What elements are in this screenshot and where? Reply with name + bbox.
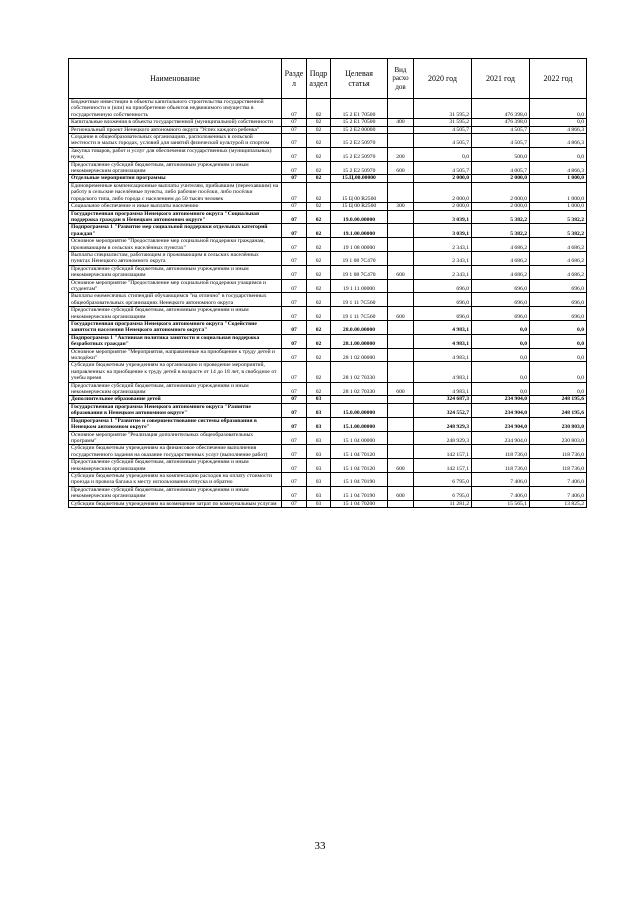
table-cell-vid: 300 [388,203,414,210]
table-cell-2022: 696,0 [530,293,587,307]
table-cell-2021: 118 736,0 [472,459,530,473]
table-cell-name: Выплаты ежемесячных стипендий обучающимся "на отлично" в государственных общеобразовательных организациях Ненецкого автономного округа [69,293,282,307]
table-cell-name: Выплаты специалистам, работающим и проживающим в сельских населённых пунктах Ненецкого автономного округа [69,251,282,265]
table-row [69,126,587,133]
table-cell-2021: 4 686,2 [472,265,530,279]
table-cell-vid: 600 [388,382,414,396]
table-cell-2020: 31 595,2 [414,99,472,119]
table-cell-vid: 600 [388,307,414,321]
table-cell-name: Социальное обеспечение и иные выплаты населению [69,203,282,210]
table-cell-2021: 7 406,0 [472,486,530,500]
table-cell-2020: 3 039,1 [414,210,472,224]
table-cell-stat: 19.1.00.00000 [331,224,388,238]
table-cell-razdel: 07 [282,203,307,210]
table-cell-stat: 15.0.00.00000 [331,403,388,417]
table-row [69,119,587,126]
table-cell-stat: 19 1 08 00000 [331,238,388,252]
table-cell-2020: 696,0 [414,293,472,307]
table-cell-razdel: 07 [282,445,307,459]
table-cell-name: Государственная программа Ненецкого автономного округа "Социальная поддержка граждан в Ненецком автономном округе" [69,210,282,224]
table-cell-razdel: 07 [282,210,307,224]
table-row [69,362,587,382]
budget-table-wrapper [68,58,586,508]
table-cell-2020: 248 929,3 [414,417,472,431]
table-cell-2020: 31 595,2 [414,119,472,126]
table-cell-2022: 13 825,2 [530,500,587,507]
table-cell-podrazdel: 02 [307,348,331,362]
table-cell-name: Основное мероприятие "Мероприятия, направленные на приобщение к труду детей и молодёжи" [69,348,282,362]
table-row [69,99,587,119]
table-cell-vid [388,417,414,431]
table-row [69,265,587,279]
table-cell-2021: 0,0 [472,348,530,362]
table-cell-vid [388,224,414,238]
table-cell-2022: 1 000,0 [530,203,587,210]
table-cell-2022: 0,0 [530,348,587,362]
table-cell-name: Бюджетные инвестиции в объекты капитального строительства государственной собственности и (или) на приобретение объектов недвижимого имущества в государственную собственность [69,99,282,119]
table-cell-2020: 4 983,1 [414,334,472,348]
table-cell-2021: 0,0 [472,382,530,396]
table-cell-2021: 118 736,0 [472,445,530,459]
header-razdel: Разде л [282,59,307,99]
table-cell-razdel: 07 [282,307,307,321]
table-cell-2020: 2 343,1 [414,238,472,252]
table-cell-podrazdel: 02 [307,238,331,252]
table-cell-stat: 15.1.00.00000 [331,417,388,431]
table-cell-name: Основное мероприятие "Реализация дополнительных общеобразовательных программ" [69,431,282,445]
table-cell-2021: 476 398,0 [472,99,530,119]
table-cell-2021: 476 398,0 [472,119,530,126]
table-cell-2022: 0,0 [530,362,587,382]
table-cell-razdel: 07 [282,126,307,133]
table-cell-2021: 2 000,0 [472,203,530,210]
table-cell-vid [388,293,414,307]
table-cell-vid [388,251,414,265]
table-cell-2022: 4 866,3 [530,134,587,148]
table-cell-vid: 400 [388,119,414,126]
table-cell-2021: 5 382,2 [472,224,530,238]
table-cell-name: Создание в общеобразовательных организациях, расположенных в сельской местности и малых городах, условий для занятий физической культурой и спортом [69,134,282,148]
table-cell-podrazdel: 02 [307,182,331,202]
table-cell-vid [388,403,414,417]
table-cell-2020: 4 983,1 [414,382,472,396]
table-cell-stat: 19 1 08 7С470 [331,251,388,265]
table-cell-stat: 15 2 Е2 50970 [331,161,388,175]
table-cell-2020: 4 983,1 [414,321,472,335]
table-cell-2020: 4 505,7 [414,126,472,133]
table-row [69,334,587,348]
table-cell-podrazdel: 03 [307,459,331,473]
table-cell-2020: 142 157,1 [414,445,472,459]
table-cell-name: Единовременные компенсационные выплаты учителям, прибывшим (переехавшим) на работу в сельские населённые пункты, либо рабочие посёлки, либо посёлки городского типа, либо города с населением до 50 тысяч человек [69,182,282,202]
table-cell-stat: 28.0.00.00000 [331,321,388,335]
header-2022: 2022 год [530,59,587,99]
table-cell-2020: 324 552,7 [414,403,472,417]
table-cell-2022: 4 866,3 [530,161,587,175]
table-cell-stat: 28 1 02 00000 [331,348,388,362]
table-cell-razdel: 07 [282,403,307,417]
table-cell-2021: 4 505,7 [472,134,530,148]
table-cell-name: Субсидии бюджетным учреждениям на возмещение затрат по коммунальным услугам [69,500,282,507]
table-cell-podrazdel: 03 [307,403,331,417]
table-cell-name: Основное мероприятие "Предоставление мер социальной поддержки учащимся и студентам" [69,279,282,293]
page-number: 33 [314,840,326,852]
table-cell-name: Предоставление субсидий бюджетным, автономным учреждениям и иным некоммерческим организациям [69,265,282,279]
table-cell-name: Предоставление субсидий бюджетным, автономным учреждениям и иным некоммерческим организациям [69,486,282,500]
table-cell-podrazdel: 02 [307,224,331,238]
table-cell-stat: 28 1 02 70330 [331,362,388,382]
table-cell-2020: 248 929,3 [414,431,472,445]
table-cell-stat: 19 1 11 7С560 [331,293,388,307]
table-cell-podrazdel: 02 [307,175,331,182]
table-cell-2020: 6 795,0 [414,472,472,486]
table-cell-2020: 4 505,7 [414,134,472,148]
table-cell-name: Субсидии бюджетным учреждениям на финансовое обеспечение выполнения государственного задания на оказание государственных услуг (выполнение работ) [69,445,282,459]
table-cell-2022: 118 736,0 [530,459,587,473]
table-cell-vid [388,445,414,459]
table-cell-vid: 600 [388,459,414,473]
table-cell-stat: 15 Ц 00 R2560 [331,203,388,210]
table-cell-2021: 2 000,0 [472,175,530,182]
table-cell-2022: 248 195,6 [530,396,587,403]
table-cell-vid [388,500,414,507]
table-cell-2021: 500,0 [472,147,530,161]
table-cell-name: Отдельные мероприятия программы [69,175,282,182]
table-cell-2022: 230 803,0 [530,431,587,445]
table-cell-razdel: 07 [282,161,307,175]
table-cell-razdel: 07 [282,459,307,473]
table-cell-podrazdel: 03 [307,472,331,486]
table-cell-2021: 0,0 [472,334,530,348]
table-cell-2022: 1 000,0 [530,182,587,202]
table-row [69,382,587,396]
table-cell-2021: 4 505,7 [472,126,530,133]
table-cell-vid [388,175,414,182]
table-cell-stat: 15 1 04 70200 [331,500,388,507]
table-row [69,147,587,161]
table-row [69,459,587,473]
table-cell-2020: 4 983,1 [414,362,472,382]
table-cell-vid: 600 [388,486,414,500]
table-cell-razdel: 07 [282,99,307,119]
table-cell-podrazdel: 02 [307,99,331,119]
table-cell-2022: 0,0 [530,382,587,396]
table-cell-stat: 15 2 Е2 00000 [331,126,388,133]
table-row [69,431,587,445]
table-cell-vid [388,182,414,202]
table-cell-2021: 5 382,2 [472,210,530,224]
table-row [69,182,587,202]
table-cell-2020: 142 157,1 [414,459,472,473]
header-podrazdel: Подр аздел [307,59,331,99]
table-cell-stat: 15 1 04 70120 [331,459,388,473]
table-cell-razdel: 07 [282,472,307,486]
table-cell-razdel: 07 [282,238,307,252]
table-cell-2022: 7 406,0 [530,472,587,486]
budget-table [68,58,587,508]
table-cell-stat: 19 1 11 7С560 [331,307,388,321]
table-cell-razdel: 07 [282,431,307,445]
table-cell-name: Субсидии бюджетным учреждениям на организацию и проведение мероприятий, направленных на приобщение к труду детей в возрасте от 14 до 18 лет, в свободное от учебы время [69,362,282,382]
table-row [69,396,587,403]
table-cell-stat: 19.0.00.00000 [331,210,388,224]
table-cell-razdel: 07 [282,486,307,500]
table-cell-podrazdel: 02 [307,147,331,161]
table-cell-2020: 696,0 [414,279,472,293]
table-cell-2022: 4 686,2 [530,238,587,252]
table-cell-vid [388,321,414,335]
table-cell-stat [331,396,388,403]
table-row [69,175,587,182]
table-cell-razdel: 07 [282,265,307,279]
table-cell-vid [388,472,414,486]
table-cell-2020: 0,0 [414,147,472,161]
table-cell-podrazdel: 02 [307,293,331,307]
table-cell-name: Региональный проект Ненецкого автономного округа "Успех каждого ребенка" [69,126,282,133]
table-cell-2020: 2 000,0 [414,203,472,210]
table-cell-razdel: 07 [282,134,307,148]
table-cell-razdel: 07 [282,147,307,161]
table-cell-2022: 696,0 [530,279,587,293]
table-cell-name: Закупка товаров, работ и услуг для обеспечения государственных (муниципальных) нужд [69,147,282,161]
table-cell-2021: 696,0 [472,307,530,321]
table-cell-2021: 2 000,0 [472,182,530,202]
table-cell-podrazdel: 03 [307,445,331,459]
table-cell-name: Подпрограмма 1 "Развитие и совершенствование системы образования в Ненецком автономном округе" [69,417,282,431]
table-row [69,307,587,321]
table-cell-stat: 19 1 11 00000 [331,279,388,293]
table-cell-2022: 5 382,2 [530,210,587,224]
table-cell-2020: 2 343,1 [414,251,472,265]
table-cell-name: Основное мероприятие "Предоставление мер социальной поддержки гражданам, проживающим в сельских населённых пунктах" [69,238,282,252]
table-cell-stat: 15 2 Е1 70500 [331,119,388,126]
table-cell-name: Государственная программа Ненецкого автономного округа "Развитие образования в Ненецком автономном округе" [69,403,282,417]
table-cell-2021: 0,0 [472,321,530,335]
table-cell-razdel: 07 [282,362,307,382]
table-cell-vid [388,99,414,119]
table-cell-2021: 234 904,0 [472,403,530,417]
table-cell-2022: 5 382,2 [530,224,587,238]
table-cell-podrazdel: 02 [307,161,331,175]
table-cell-stat: 15 2 Е2 50970 [331,147,388,161]
table-cell-podrazdel: 03 [307,486,331,500]
table-cell-2022: 0,0 [530,119,587,126]
table-cell-2020: 2 000,0 [414,175,472,182]
header-name: Наименование [69,59,282,99]
table-cell-stat: 15 2 Е1 70500 [331,99,388,119]
header-vid: Вид расхо дов [388,59,414,99]
table-cell-name: Предоставление субсидий бюджетным, автономным учреждениям и иным некоммерческим организациям [69,459,282,473]
table-cell-2021: 234 904,0 [472,431,530,445]
table-cell-podrazdel: 02 [307,251,331,265]
table-row [69,417,587,431]
table-cell-stat: 15 Ц 00 R2560 [331,182,388,202]
table-cell-2020: 6 795,0 [414,486,472,500]
table-cell-2021: 15 565,1 [472,500,530,507]
table-cell-2020: 4 505,7 [414,161,472,175]
table-cell-2022: 696,0 [530,307,587,321]
table-cell-podrazdel: 03 [307,431,331,445]
table-cell-stat: 15 2 Е2 50970 [331,134,388,148]
table-row [69,203,587,210]
table-row [69,251,587,265]
table-cell-stat: 19 1 08 7С470 [331,265,388,279]
table-cell-2022: 230 803,0 [530,417,587,431]
table-cell-podrazdel: 02 [307,362,331,382]
table-row [69,445,587,459]
table-cell-2022: 4 686,2 [530,265,587,279]
table-cell-vid: 200 [388,147,414,161]
table-cell-vid [388,279,414,293]
table-row [69,210,587,224]
table-cell-2021: 4 686,2 [472,251,530,265]
table-cell-2021: 0,0 [472,362,530,382]
table-cell-2021: 4 686,2 [472,238,530,252]
table-row [69,500,587,507]
table-cell-name: Субсидии бюджетным учреждениям на компенсацию расходов на оплату стоимости проезда и провоза багажа к месту использования отпуска и обратно [69,472,282,486]
table-cell-2022: 0,0 [530,334,587,348]
header-2020: 2020 год [414,59,472,99]
table-cell-podrazdel: 02 [307,210,331,224]
table-row [69,293,587,307]
table-cell-razdel: 07 [282,251,307,265]
table-cell-podrazdel: 02 [307,321,331,335]
table-cell-2021: 7 406,0 [472,472,530,486]
table-cell-razdel: 07 [282,224,307,238]
table-cell-podrazdel: 03 [307,500,331,507]
table-cell-2020: 11 281,2 [414,500,472,507]
table-cell-vid: 600 [388,161,414,175]
table-cell-stat: 15 1 04 70190 [331,486,388,500]
table-cell-name: Государственная программа Ненецкого автономного округа "Содействие занятости населения Ненецкого автономного округа" [69,321,282,335]
table-cell-name: Капитальные вложения в объекты государственной (муниципальной) собственности [69,119,282,126]
table-row [69,348,587,362]
table-cell-razdel: 07 [282,182,307,202]
table-cell-2021: 696,0 [472,293,530,307]
table-cell-2022: 0,0 [530,147,587,161]
table-cell-2020: 2 000,0 [414,182,472,202]
table-cell-name: Подпрограмма 1 "Активная политика занятости и социальная поддержка безработных граждан" [69,334,282,348]
table-body [69,99,587,508]
table-row [69,279,587,293]
table-cell-razdel: 07 [282,321,307,335]
table-cell-stat: 28.1.00.00000 [331,334,388,348]
table-cell-2021: 234 904,0 [472,396,530,403]
table-cell-podrazdel: 02 [307,265,331,279]
table-cell-vid [388,238,414,252]
table-cell-razdel: 07 [282,175,307,182]
table-cell-podrazdel: 02 [307,126,331,133]
table-cell-vid [388,334,414,348]
table-cell-vid [388,210,414,224]
header-stat: Целевая статья [331,59,388,99]
table-cell-razdel: 07 [282,119,307,126]
table-cell-2020: 2 343,1 [414,265,472,279]
table-cell-razdel: 07 [282,334,307,348]
table-row [69,486,587,500]
table-cell-podrazdel: 02 [307,203,331,210]
table-cell-vid: 600 [388,265,414,279]
table-cell-podrazdel: 03 [307,396,331,403]
table-cell-podrazdel: 02 [307,134,331,148]
table-cell-razdel: 07 [282,500,307,507]
table-cell-vid [388,348,414,362]
table-cell-2022: 118 736,0 [530,445,587,459]
table-cell-vid [388,134,414,148]
table-cell-vid [388,396,414,403]
table-cell-name: Дополнительное образование детей [69,396,282,403]
table-row [69,224,587,238]
table-row [69,161,587,175]
table-cell-stat: 15.Ц.00.00000 [331,175,388,182]
table-cell-stat: 15 1 04 00000 [331,431,388,445]
table-row [69,472,587,486]
table-cell-razdel: 07 [282,348,307,362]
table-cell-razdel: 07 [282,293,307,307]
header-2021: 2021 год [472,59,530,99]
table-cell-stat: 15 1 04 70120 [331,445,388,459]
table-cell-podrazdel: 03 [307,417,331,431]
table-cell-2020: 696,0 [414,307,472,321]
table-cell-razdel: 07 [282,382,307,396]
table-cell-podrazdel: 02 [307,382,331,396]
table-cell-2022: 248 195,6 [530,403,587,417]
table-row [69,238,587,252]
table-cell-name: Предоставление субсидий бюджетным, автономным учреждениям и иным некоммерческим организациям [69,161,282,175]
table-row [69,403,587,417]
table-cell-2022: 0,0 [530,321,587,335]
table-cell-2021: 4 005,7 [472,161,530,175]
table-cell-2021: 234 904,0 [472,417,530,431]
table-cell-2022: 7 406,0 [530,486,587,500]
table-cell-razdel: 07 [282,396,307,403]
table-cell-vid [388,362,414,382]
table-cell-name: Предоставление субсидий бюджетным, автономным учреждениям и иным некоммерческим организациям [69,307,282,321]
table-cell-2022: 4 686,2 [530,251,587,265]
table-cell-2022: 4 866,3 [530,126,587,133]
table-cell-2022: 1 000,0 [530,175,587,182]
header-row [69,59,587,99]
table-row [69,321,587,335]
table-cell-2020: 3 039,1 [414,224,472,238]
table-cell-podrazdel: 02 [307,334,331,348]
table-cell-vid [388,126,414,133]
table-cell-razdel: 07 [282,279,307,293]
table-row [69,134,587,148]
table-cell-podrazdel: 02 [307,119,331,126]
table-cell-2021: 696,0 [472,279,530,293]
table-cell-vid [388,431,414,445]
table-cell-podrazdel: 02 [307,307,331,321]
table-cell-2020: 4 983,1 [414,348,472,362]
table-cell-podrazdel: 02 [307,279,331,293]
table-cell-name: Подпрограмма 1 "Развитие мер социальной поддержки отдельных категорий граждан" [69,224,282,238]
table-cell-2022: 0,0 [530,99,587,119]
table-cell-2020: 324 687,3 [414,396,472,403]
table-cell-stat: 15 1 04 70190 [331,472,388,486]
table-cell-name: Предоставление субсидий бюджетным, автономным учреждениям и иным некоммерческим организациям [69,382,282,396]
table-cell-stat: 28 1 02 70330 [331,382,388,396]
table-cell-razdel: 07 [282,417,307,431]
